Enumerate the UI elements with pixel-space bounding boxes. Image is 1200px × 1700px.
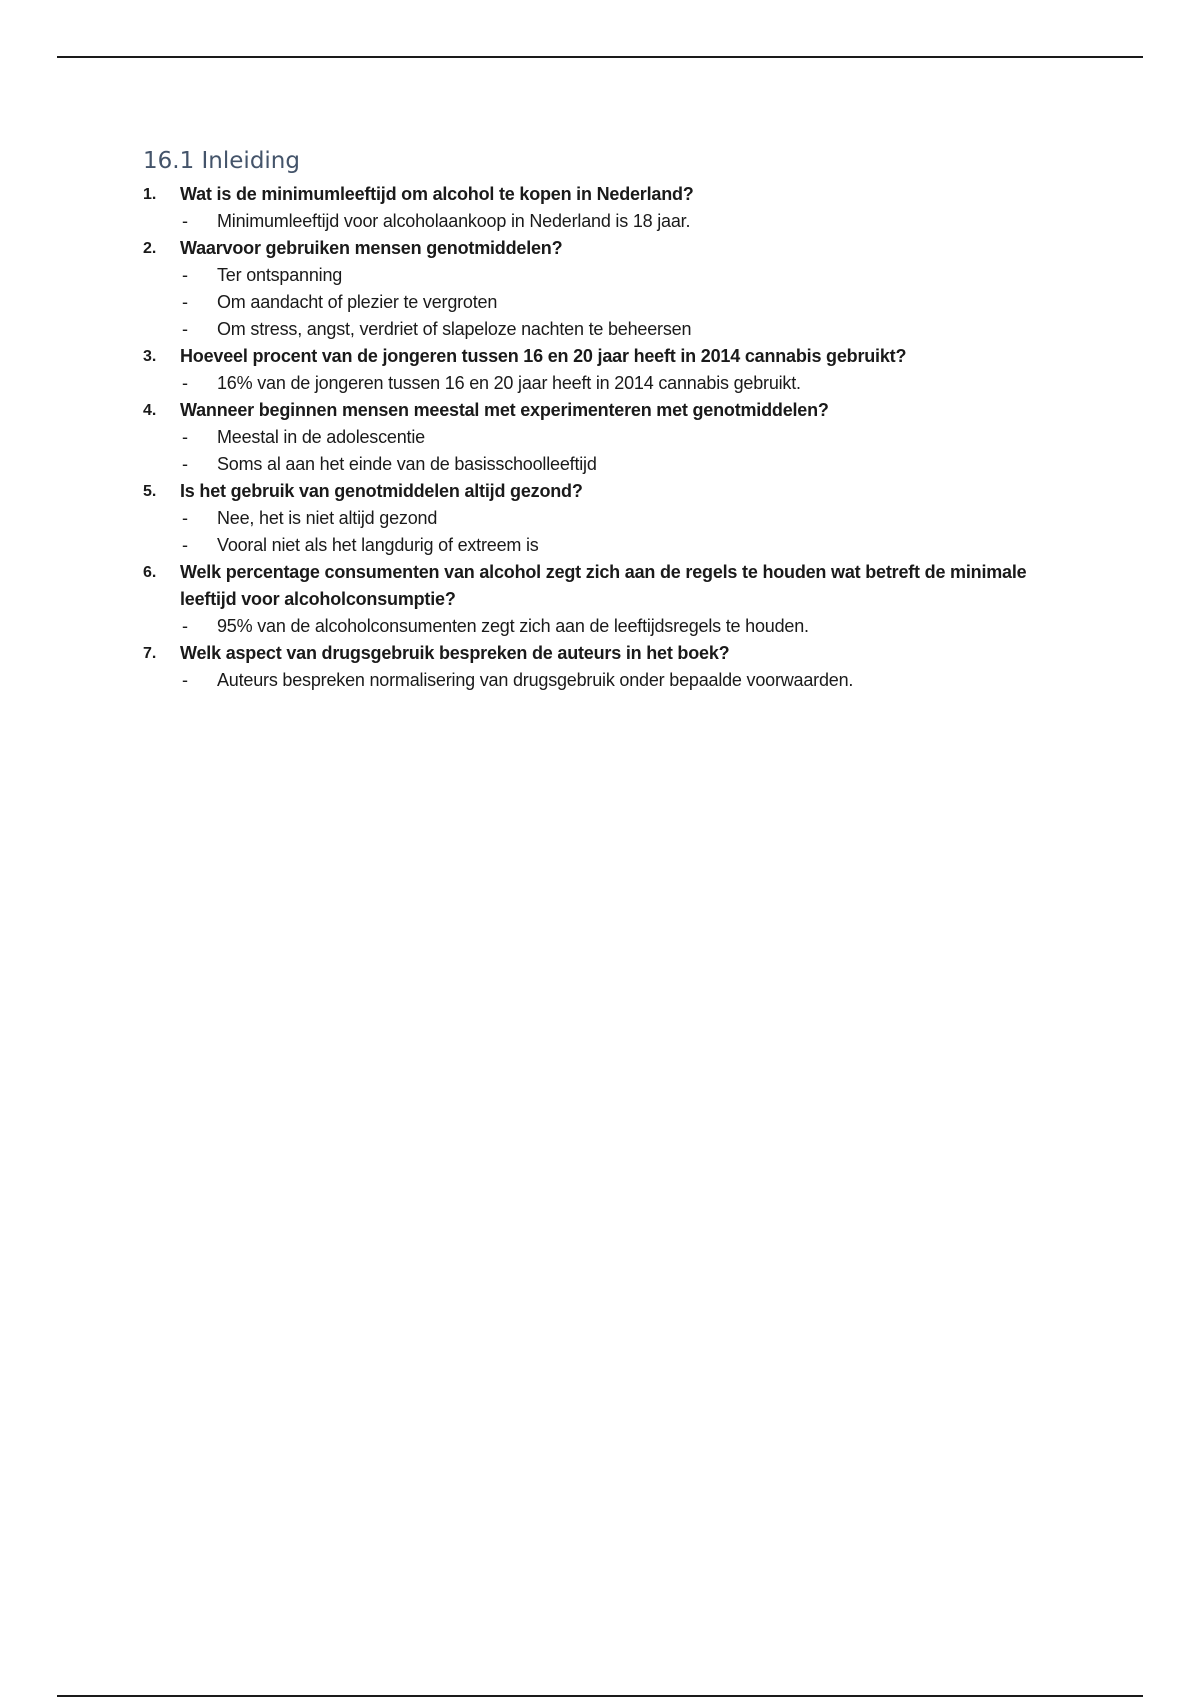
bullet-dash: - [182, 319, 188, 339]
question-number: 1. [143, 186, 157, 203]
answer-item [180, 505, 1043, 532]
answer-text: Ter ontspanning [217, 265, 343, 285]
answer-item [180, 289, 1043, 316]
bullet-dash: - [182, 454, 188, 474]
question-text: Waarvoor gebruiken mensen genotmiddelen? [180, 238, 563, 258]
header-rule [57, 56, 1143, 58]
answer-text: Nee, het is niet altijd gezond [217, 508, 438, 528]
footer-rule [57, 1695, 1143, 1697]
question-text: Wat is de minimumleeftijd om alcohol te kopen in Nederland? [180, 184, 694, 204]
answer-list [180, 667, 1043, 694]
question-number: 7. [143, 645, 157, 662]
answer-text: Vooral niet als het langdurig of extreem is [217, 535, 539, 555]
question-text: Welk aspect van drugsgebruik bespreken de auteurs in het boek? [180, 643, 730, 663]
question-text: Welk percentage consumenten van alcohol zegt zich aan de regels te houden wat betreft de minimale leeftijd voor alcoholconsumptie? [180, 562, 1027, 609]
answer-list [180, 424, 1043, 478]
answer-item [180, 667, 1043, 694]
bullet-dash: - [182, 292, 188, 312]
answer-list [180, 262, 1043, 343]
answer-item [180, 316, 1043, 343]
question-item-6 [143, 559, 1043, 640]
question-item-7 [143, 640, 1043, 694]
bullet-dash: - [182, 508, 188, 528]
answer-text: Minimumleeftijd voor alcoholaankoop in Nederland is 18 jaar. [217, 211, 691, 231]
answer-item [180, 424, 1043, 451]
question-item-1 [143, 181, 1043, 235]
answer-list [180, 370, 1043, 397]
bullet-dash: - [182, 211, 188, 231]
answer-item [180, 208, 1043, 235]
question-list [143, 181, 1043, 694]
answer-text: Om stress, angst, verdriet of slapeloze nachten te beheersen [217, 319, 692, 339]
section-heading: 16.1 Inleiding [143, 148, 300, 174]
question-text: Hoeveel procent van de jongeren tussen 16 en 20 jaar heeft in 2014 cannabis gebruikt? [180, 346, 907, 366]
answer-text: Soms al aan het einde van de basisschoolleeftijd [217, 454, 597, 474]
answer-item [180, 532, 1043, 559]
bullet-dash: - [182, 616, 188, 636]
answer-item [180, 262, 1043, 289]
question-number: 2. [143, 240, 157, 257]
bullet-dash: - [182, 427, 188, 447]
answer-item [180, 451, 1043, 478]
answer-list [180, 208, 1043, 235]
answer-text: Om aandacht of plezier te vergroten [217, 292, 498, 312]
question-text: Wanneer beginnen mensen meestal met experimenteren met genotmiddelen? [180, 400, 829, 420]
answer-item [180, 370, 1043, 397]
bullet-dash: - [182, 670, 188, 690]
question-number: 5. [143, 483, 157, 500]
answer-text: 95% van de alcoholconsumenten zegt zich aan de leeftijdsregels te houden. [217, 616, 809, 636]
document-body [143, 144, 1043, 694]
question-item-3 [143, 343, 1043, 397]
answer-item [180, 613, 1043, 640]
question-number: 6. [143, 564, 157, 581]
question-item-4 [143, 397, 1043, 478]
question-number: 3. [143, 348, 157, 365]
bullet-dash: - [182, 373, 188, 393]
bullet-dash: - [182, 535, 188, 555]
question-item-5 [143, 478, 1043, 559]
question-item-2 [143, 235, 1043, 343]
answer-text: Meestal in de adolescentie [217, 427, 425, 447]
answer-list [180, 505, 1043, 559]
question-text: Is het gebruik van genotmiddelen altijd gezond? [180, 481, 583, 501]
answer-text: 16% van de jongeren tussen 16 en 20 jaar heeft in 2014 cannabis gebruikt. [217, 373, 801, 393]
bullet-dash: - [182, 265, 188, 285]
answer-text: Auteurs bespreken normalisering van drugsgebruik onder bepaalde voorwaarden. [217, 670, 854, 690]
answer-list [180, 613, 1043, 640]
question-number: 4. [143, 402, 157, 419]
